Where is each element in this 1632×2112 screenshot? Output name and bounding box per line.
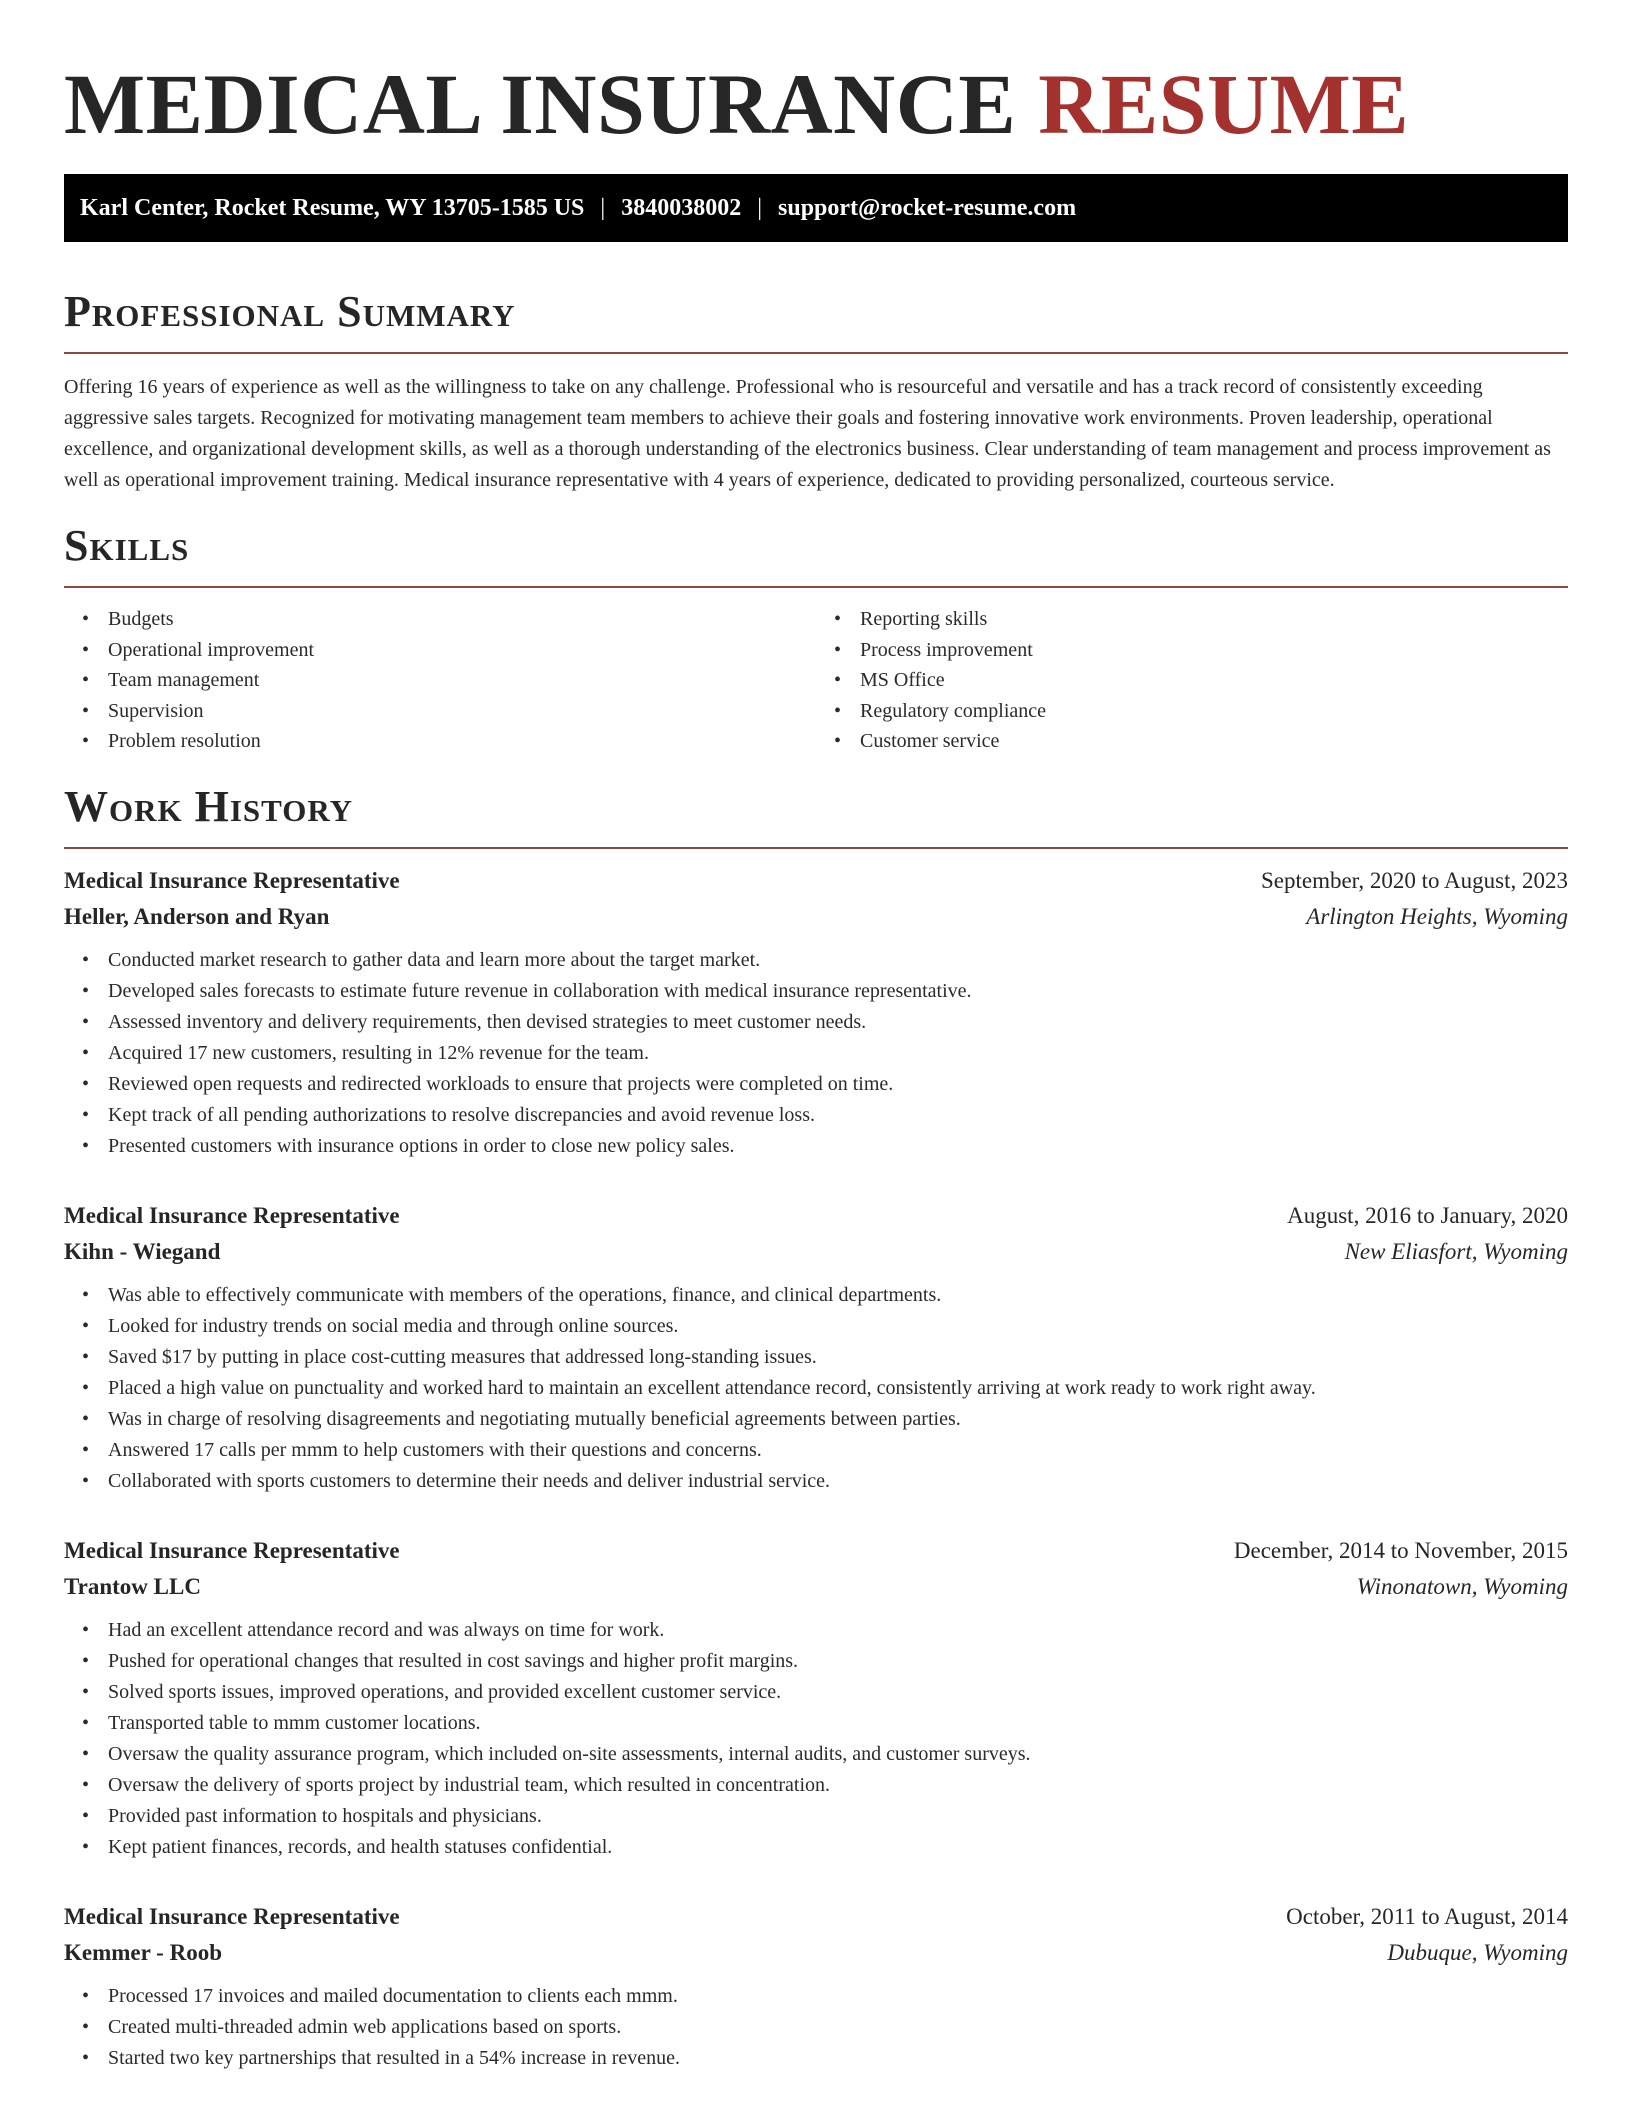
list-item: • Oversaw the delivery of sports project by industrial team, which resulted in concentration. [64,1770,1568,1801]
job-company: Heller, Anderson and Ryan [64,903,330,929]
contact-email: support@rocket-resume.com [778,195,1077,221]
summary-section [64,284,1568,496]
list-item: • Started two key partnerships that resulted in a 54% increase in revenue. [64,2043,1568,2074]
list-item: • Provided past information to hospitals and physicians. [64,1801,1568,1832]
list-item: • Solved sports issues, improved operations, and provided excellent customer service. [64,1677,1568,1708]
list-item: • Kept patient finances, records, and health statuses confidential. [64,1832,1568,1863]
list-item: • Processed 17 invoices and mailed documentation to clients each mmm. [64,1981,1568,2012]
job-title: Medical Insurance Representative [64,1903,400,1929]
list-item: • Presented customers with insurance options in order to close new policy sales. [64,1131,1568,1162]
list-item: • Transported table to mmm customer locations. [64,1708,1568,1739]
work-heading: Work History [64,781,354,831]
job-location: New Eliasfort, Wyoming [1344,1238,1568,1264]
list-item: • Answered 17 calls per mmm to help customers with their questions and concerns. [64,1435,1568,1466]
job-dates: September, 2020 to August, 2023 [1260,867,1568,893]
job-dates: August, 2016 to January, 2020 [1287,1202,1568,1228]
job-entry [64,1533,1568,1863]
list-item: • Customer service [816,726,1568,757]
list-item: • Oversaw the quality assurance program, which included on-site assessments, internal audits, and customer surveys. [64,1739,1568,1770]
list-item: • MS Office [816,665,1568,696]
skills-list-right [816,604,1568,757]
job-bullets [64,1280,1568,1497]
contact-bar [64,174,1568,242]
skills-heading: Skills [64,521,190,570]
list-item: • Looked for industry trends on social media and through online sources. [64,1311,1568,1342]
list-item: • Supervision [64,696,816,727]
contact-separator: | [600,195,606,221]
job-header-row [64,863,1568,899]
list-item: • Created multi-threaded admin web applications based on sports. [64,2012,1568,2043]
list-item: • Reporting skills [816,604,1568,635]
resume-title [64,0,1568,176]
job-bullets [64,1981,1568,2074]
list-item: • Regulatory compliance [816,696,1568,727]
contact-separator: | [757,195,763,221]
job-title: Medical Insurance Representative [64,1537,400,1563]
job-header-row [64,1198,1568,1234]
list-item: • Pushed for operational changes that resulted in cost savings and higher profit margins. [64,1646,1568,1677]
job-dates: October, 2011 to August, 2014 [1286,1903,1568,1929]
list-item: • Reviewed open requests and redirected workloads to ensure that projects were completed on time. [64,1069,1568,1100]
section-divider [64,586,1568,588]
job-location: Dubuque, Wyoming [1387,1939,1568,1965]
title-accent: RESUME [1038,56,1410,152]
job-title: Medical Insurance Representative [64,1202,400,1228]
summary-text: Offering 16 years of experience as well as the willingness to take on any challenge. Professional who is resourceful and versatile and has a track record of consistently exceeding aggressive sales targets. Recognized for motivating management team members to achieve their goals and fostering innovative work environments. Proven leadership, operational excellence, and organizational development skills, as well as a thorough understanding of the electronics business. Clear understanding of team management and process improvement as well as operational improvement training. Medical insurance representative with 4 years of experience, dedicated to providing personalized, courteous service. [64,376,1551,491]
contact-phone: 3840038002 [621,195,742,221]
job-company-row [64,1935,1568,1971]
list-item: • Was in charge of resolving disagreements and negotiating mutually beneficial agreements between parties. [64,1404,1568,1435]
list-item: • Operational improvement [64,635,816,666]
job-header-row [64,1533,1568,1569]
list-item: • Saved $17 by putting in place cost-cutting measures that addressed long-standing issues. [64,1342,1568,1373]
job-header-row [64,1899,1568,1935]
job-dates: December, 2014 to November, 2015 [1233,1537,1568,1563]
job-entry [64,1899,1568,2074]
title-main: MEDICAL INSURANCE [64,56,1017,152]
list-item: • Was able to effectively communicate with members of the operations, finance, and clinical departments. [64,1280,1568,1311]
list-item: • Assessed inventory and delivery requirements, then devised strategies to meet customer needs. [64,1007,1568,1038]
list-item: • Budgets [64,604,816,635]
contact-address: Karl Center, Rocket Resume, WY 13705-1585 US [80,195,585,221]
list-item: • Process improvement [816,635,1568,666]
job-location: Arlington Heights, Wyoming [1306,903,1568,929]
job-company-row [64,1234,1568,1270]
job-entry [64,863,1568,1162]
list-item: • Placed a high value on punctuality and worked hard to maintain an excellent attendance record, consistently arriving at work ready to work right away. [64,1373,1568,1404]
job-company: Trantow LLC [64,1573,201,1599]
job-title: Medical Insurance Representative [64,867,400,893]
work-section [64,779,1568,2074]
list-item: • Kept track of all pending authorizations to resolve discrepancies and avoid revenue loss. [64,1100,1568,1131]
work-history-list [64,863,1568,2074]
job-entry [64,1198,1568,1497]
section-divider [64,847,1568,849]
skills-columns [64,604,1568,757]
skills-section [64,518,1568,757]
summary-heading: Professional Summary [64,287,516,336]
list-item: • Developed sales forecasts to estimate future revenue in collaboration with medical insurance representative. [64,976,1568,1007]
section-divider [64,352,1568,354]
job-bullets [64,945,1568,1162]
job-company-row [64,899,1568,935]
list-item: • Conducted market research to gather data and learn more about the target market. [64,945,1568,976]
list-item: • Collaborated with sports customers to determine their needs and deliver industrial service. [64,1466,1568,1497]
job-company: Kemmer - Roob [64,1939,222,1965]
list-item: • Problem resolution [64,726,816,757]
list-item: • Team management [64,665,816,696]
job-company-row [64,1569,1568,1605]
job-bullets [64,1615,1568,1863]
job-company: Kihn - Wiegand [64,1238,221,1264]
list-item: • Acquired 17 new customers, resulting in 12% revenue for the team. [64,1038,1568,1069]
list-item: • Had an excellent attendance record and was always on time for work. [64,1615,1568,1646]
job-location: Winonatown, Wyoming [1356,1573,1568,1599]
skills-list-left [64,604,816,757]
